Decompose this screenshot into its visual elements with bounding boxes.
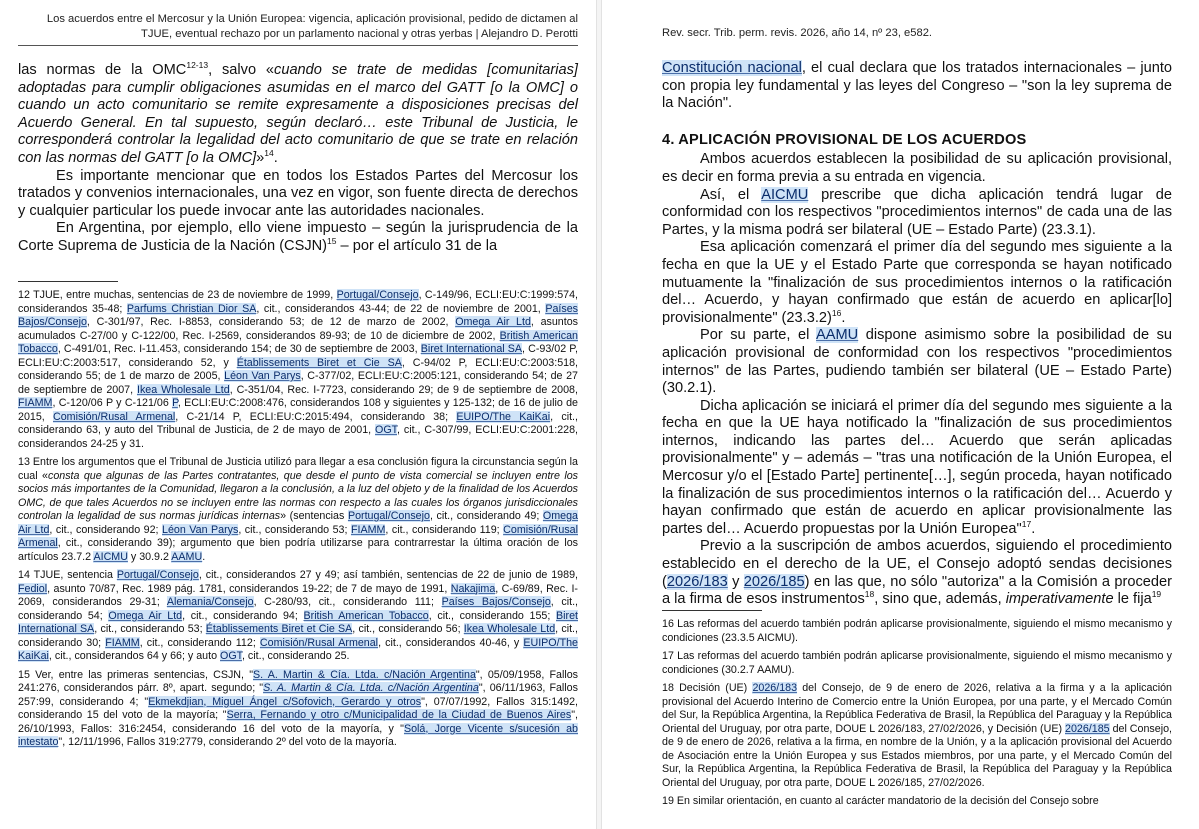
footnote-rule xyxy=(662,610,762,611)
constitution-link[interactable]: Constitución nacional xyxy=(662,60,802,76)
right-page xyxy=(600,0,1199,829)
footnote-ref[interactable]: 15 xyxy=(327,236,337,247)
text-run: las normas de la OMC xyxy=(18,62,187,78)
text-run: , cit., C-307/99, ECLI:EU:C:2001:228, considerandos 24-25 y 31. xyxy=(18,424,579,450)
case-link[interactable]: Omega Air Ltd xyxy=(108,609,183,622)
text-run: Esa aplicación comenzará el primer día del segundo mes siguiente a la fecha en que la UE y el Estado Parte que corresponda se hayan notificado mutuamente la "finalización de sus procedimientos internos o la ratificación del… Acuerdo, y hayan confirmado que están de acuerdo en aplicar[lo] provisionalmente" (23.3.2) xyxy=(662,239,1172,326)
text-run: , ECLI:EU:C:2008:476, considerandos 108 y siguientes y 125-132; de 16 de julio de 2015, xyxy=(18,397,578,423)
text-run: , cit., considerando 39); argumento que bien podría utilizarse para contrarrestar la última oración de los artículos 23.7.2 xyxy=(18,537,578,563)
text-run: del Consejo, de 9 de enero de 2026, relativa a la firma y a la aplicación provisional del Acuerdo Interino de Comercio entre la Unión Europea, por una parte, y el Mercado Común del Sur, la República Argentina, la República Federativa de Brasil, la República del Paraguay y la República Oriental del Uruguay, por otra parte, DOUE L 2026/183, 27/02/2026, y Decisión (UE) xyxy=(662,682,1172,735)
case-link[interactable]: Établissements Biret et Cie SA xyxy=(236,356,402,369)
header-rule xyxy=(18,45,578,46)
case-link[interactable]: Biret International SA xyxy=(420,343,523,355)
text-run: , C-280/93, cit., considerando 111; xyxy=(253,596,442,608)
text-run: , cit., considerando 25. xyxy=(241,650,350,662)
case-link[interactable]: Établissements Biret et Cie SA xyxy=(205,623,353,635)
footnote-18 xyxy=(662,682,1172,790)
text-run: , asuntos acumulados C-27/00 y C-122/00, Rec. I-2569, considerandos 89-93; de 10 de diciembre de 2002, xyxy=(18,316,578,342)
left-body-text xyxy=(18,62,578,256)
text-run: Dicha aplicación se iniciará el primer día del segundo mes siguiente a la fecha en que la UE haya notificado la "finalización de sus procedimientos internos, indicando las partes del… Acuerdo que serán aplicadas provisionalmente" y – además – "tras una notificación de la Unión Europea, el Mercosur y/o el [Estado Parte] pertinente[…], según proceda, hayan notificado la finalización de sus procedimientos internos o la ratificación del… Acuerdo y hayan confirmado que están de acuerdo en aplicar provisionalmente las partes del… Acuerdo propuestas por la Unión Europea" xyxy=(662,397,1172,537)
text-run: , cit., considerandos 40-46, y xyxy=(378,636,524,649)
text-run: ", 06/11/1963, Fallos 257:99, considerando 4; " xyxy=(18,682,578,708)
footnote-12 xyxy=(18,289,578,451)
text-run: 18 Decisión (UE) xyxy=(662,682,753,694)
paragraph: Es importante mencionar que en todos los Estados Partes del Mercosur los tratados y convenios internacionales, una vez en vigor, son fuente directa de derechos y cualquier particular los puede invocar ante las autoridades nacionales. xyxy=(18,167,578,219)
text-run: – por el artículo 31 de la xyxy=(336,237,498,254)
italic-quote: cuando se trate de medidas [comunitarias] adoptadas para cumplir obligaciones asumidas en el marco del GATT [o la OMC] o cuando un acto comunitario se remite expresamente a disposiciones precisas del Acuerdo General. En tal supuesto, según declaró… este Tribunal de Justicia, le corresponderá controlar la legalidad del acto comunitario de que se trate en relación con las normas del GATT [o la OMC] xyxy=(18,62,578,166)
case-link[interactable]: Ekmekdjian, Miguel Ángel c/Sofovich, Gerardo y otros xyxy=(148,695,422,708)
case-link[interactable]: Ikea Wholesale Ltd xyxy=(136,383,230,396)
footnote-ref[interactable]: 12-13 xyxy=(186,60,209,71)
case-link[interactable]: Portugal/Consejo xyxy=(336,289,419,301)
paragraph xyxy=(662,327,1172,397)
case-link[interactable]: Portugal/Consejo xyxy=(347,510,430,522)
text-run: , C-120/06 P y C-121/06 xyxy=(52,397,173,409)
running-head-left: Los acuerdos entre el Mercosur y la Unión Europea: vigencia, aplicación provisional, pedido de dictamen al TJUE, eventual rechazo por un parlamento nacional y otras yerbas | Alejandro D. Perotti xyxy=(46,13,578,40)
case-link[interactable]: S. A. Martin & Cía. Ltda. c/Nación Argentina xyxy=(263,682,479,694)
text-run: , cit., considerando 92; xyxy=(49,523,163,536)
case-link[interactable]: OGT xyxy=(220,650,242,662)
text-run: ", 07/07/1992, Fallos 315:1492, considerando 15 del voto de la mayoría; " xyxy=(18,695,579,721)
case-link[interactable]: Comisión/Rusal Armenal xyxy=(259,636,379,649)
case-link[interactable]: Omega Air Ltd xyxy=(18,510,578,536)
text-run: y 30.9.2 xyxy=(127,550,172,563)
case-link[interactable]: Solá, Jorge Vicente s/sucesión ab intestato xyxy=(18,722,579,748)
text-run: , sino que, además, xyxy=(874,591,1006,608)
decision-link[interactable]: 2026/183 xyxy=(666,573,728,590)
text-run: del Consejo, de 9 de enero de 2026, relativa a la firma, en nombre de la Unión, y a la aplicación provisional del Acuerdo de Asociación entre la Unión Europea y sus Estados miembros, por una parte, y el Mercado Común del Sur, la República Argentina, la República Federativa de Brasil, la República del Paraguay y la República Oriental del Uruguay, por otra parte, DOUE L 2026/185, 27/02/2026. xyxy=(662,722,1172,789)
text-run: , cit., considerando 53; xyxy=(94,623,206,635)
case-link[interactable]: AICMU xyxy=(93,550,128,563)
text-run: , cit., considerando 56; xyxy=(352,623,464,635)
text-run: , cit., considerando 112; xyxy=(139,636,260,649)
text-run: , C-21/14 P, ECLI:EU:C:2015:494, considerando 38; xyxy=(175,410,457,423)
case-link[interactable]: P xyxy=(172,397,178,409)
text-run: Previo a la suscripción de ambos acuerdos, siguiendo el procedimiento establecido en el derecho de la UE, el Consejo adoptó sendas decisiones ( xyxy=(662,538,1172,590)
paragraph xyxy=(662,239,1172,327)
text-run: Así, el xyxy=(700,186,762,203)
text-run: ) en las que, no sólo "autoriza" a la Comisión a proceder a la firma de esos instrumentos xyxy=(662,573,1172,608)
footnote-19: 19 En similar orientación, en cuanto al carácter mandatorio de la decisión del Consejo sobre xyxy=(662,795,1099,807)
case-link[interactable]: Alemania/Consejo xyxy=(166,596,254,608)
italic-quote: consta que algunas de las Partes contratantes, que desde el punto de vista comercial se incluyen entre los socios más importantes de la Comunidad, llegaron a la conclusión, a la luz del objeto y de la finalidad de los Acuerdos OMC, de que tales Acuerdos no se incluyen entre las normas con respecto a las cuales los órganos jurisdiccionales controlan la legalidad de sus normas jurídicas internas xyxy=(18,469,578,522)
case-link[interactable]: Comisión/Rusal Armenal xyxy=(18,523,578,549)
case-link[interactable]: Portugal/Consejo xyxy=(116,569,199,581)
text-run: 14 TJUE, sentencia xyxy=(18,569,117,581)
text-run: » (sentencias xyxy=(280,510,348,522)
text-run: y xyxy=(727,573,744,590)
text-run: . xyxy=(202,550,206,563)
case-link[interactable]: S. A. Martin & Cía. Ltda. c/Nación Argentina xyxy=(253,668,476,681)
text-run: En Argentina, por ejemplo, ello viene impuesto – según la jurisprudencia de la Corte Suprema de Justicia de la Nación (CSJN) xyxy=(18,220,578,254)
paragraph xyxy=(18,220,578,255)
text-run: prescribe que dicha aplicación tendrá lugar de conformidad con los respectivos "procedimientos internos" de cada una de las Partes, y la misma podrá ser bilateral (UE – Estado Parte) (23.3.1). xyxy=(662,186,1172,238)
decision-link[interactable]: 2026/185 xyxy=(743,573,805,590)
paragraph: Ambos acuerdos establecen la posibilidad de su aplicación provisional, es decir en forma previa a su entrada en vigencia. xyxy=(662,151,1172,185)
footnote-15 xyxy=(18,669,578,750)
text-run: 15 Ver, entre las primeras sentencias, CSJN, " xyxy=(18,668,253,681)
case-link[interactable]: Biret International SA xyxy=(18,609,578,635)
aamu-link[interactable]: AAMU xyxy=(816,327,859,344)
paragraph xyxy=(662,538,1172,608)
text-run: 12 TJUE, entre muchas, sentencias de 23 de noviembre de 1999, xyxy=(18,289,337,301)
case-link[interactable]: Comisión/Rusal Armenal xyxy=(53,410,176,423)
case-link[interactable]: EUIPO/The KaiKai xyxy=(456,410,551,423)
case-link[interactable]: FIAMM xyxy=(350,523,386,536)
case-link[interactable]: Países Bajos/Consejo xyxy=(441,596,551,608)
text-run: , cit., considerando 54; xyxy=(18,596,579,622)
paragraph xyxy=(662,398,1172,539)
text-run: , C-69/89, Rec. I-2069, considerandos 29-31; xyxy=(18,582,578,608)
text-run: , cit., considerandos 64 y 66; y auto xyxy=(48,650,221,662)
left-footnotes xyxy=(18,289,578,755)
case-link[interactable]: Léon Van Parys xyxy=(224,370,301,382)
footnote-14 xyxy=(18,569,578,664)
running-head-right: Rev. secr. Trib. perm. revis. 2026, año 14, nº 23, e582. xyxy=(662,27,933,39)
text-run: , cit., considerando 119; xyxy=(385,523,504,536)
case-link[interactable]: FIAMM xyxy=(18,397,53,409)
text-run: , C-491/01, Rec. I-11.453, considerando 154; de 30 de septiembre de 2003, xyxy=(57,343,421,355)
aicmu-link[interactable]: AICMU xyxy=(761,186,809,203)
text-run: » xyxy=(256,149,265,166)
case-link[interactable]: Fediol xyxy=(18,582,48,595)
footnote-ref[interactable]: 19 xyxy=(1151,589,1162,600)
text-run: , C-351/04, Rec. I-7723, considerando 29; de 9 de septiembre de 2008, xyxy=(229,383,578,396)
footnote-rule xyxy=(18,281,118,282)
footnote-16: 16 Las reformas del acuerdo también podrán aplicarse provisionalmente, siguiendo el mismo mecanismo y condiciones (23.3.5 AICMU). xyxy=(662,618,1172,644)
text-run: . xyxy=(841,309,846,326)
left-page xyxy=(0,0,599,829)
text-run: , cit., considerandos 27 y 49; así también, sentencias de 22 de junio de 1989, xyxy=(198,569,578,581)
text-run: , C-149/96, ECLI:EU:C:1999:574, considerandos 35-48; xyxy=(18,289,578,315)
text-run: , cit., considerando 94; xyxy=(182,609,304,622)
case-link[interactable]: Ikea Wholesale Ltd xyxy=(463,623,556,635)
text-run: , C-93/02 P, ECLI:EU:C:2003:517, considerando 52, y xyxy=(18,343,578,369)
case-link[interactable]: Léon Van Parys xyxy=(162,523,239,536)
text-run: . xyxy=(1031,520,1036,537)
paragraph xyxy=(662,60,1172,113)
case-link[interactable]: Países Bajos/Consejo xyxy=(18,302,579,328)
case-link[interactable]: British American Tobacco xyxy=(18,329,578,355)
text-run: ", 12/11/1996, Fallos 319:2779, considerando 2º del voto de la mayoría. xyxy=(58,736,397,748)
decision-link[interactable]: 2026/185 xyxy=(1065,722,1110,735)
italic-word: imperativamente xyxy=(1005,591,1114,608)
text-run: , salvo « xyxy=(208,62,275,78)
footnote-ref[interactable]: 16 xyxy=(831,307,842,318)
footnote-17: 17 Las reformas del acuerdo también podrán aplicarse provisionalmente, siguiendo el mismo mecanismo y condiciones (30.2.7 AAMU). xyxy=(662,650,1172,676)
text-run: . xyxy=(273,149,278,166)
text-run: , asunto 70/87, Rec. 1989 pág. 1781, considerandos 19-22; de 7 de mayo de 1991, xyxy=(47,582,451,595)
text-run: , cit., considerando 53; xyxy=(238,523,351,536)
text-run: , cit., considerando 30; xyxy=(18,623,578,649)
case-link[interactable]: Omega Air Ltd xyxy=(455,316,531,328)
case-link[interactable]: Nakajima xyxy=(450,582,496,595)
decision-link[interactable]: 2026/183 xyxy=(752,682,798,694)
text-run: , C-377/02, ECLI:EU:C:2005:121, considerando 54; de 27 de septiembre de 2007, xyxy=(18,370,578,396)
case-link[interactable]: AAMU xyxy=(171,550,203,563)
footnote-13 xyxy=(18,456,578,564)
case-link[interactable]: OGT xyxy=(375,424,397,436)
text-run: , cit., considerando 49; xyxy=(429,510,543,522)
paragraph xyxy=(18,62,578,168)
case-link[interactable]: EUIPO/The KaiKai xyxy=(18,636,579,662)
text-run: Por su parte, el xyxy=(700,327,817,344)
right-footnotes xyxy=(662,618,1172,814)
paragraph xyxy=(662,187,1172,240)
text-run: ", 26/10/1993, Fallos: 316:2454, considerando 16 del voto de la mayoría, y " xyxy=(18,709,578,735)
case-link[interactable]: Serra, Fernando y otro c/Municipalidad de la Ciudad de Buenos Aires xyxy=(226,709,572,721)
text-run: ", 05/09/1958, Fallos 241:276, considerandos párr. 8º, apart. segundo; " xyxy=(18,668,579,694)
footnote-ref[interactable]: 14 xyxy=(264,148,274,159)
footnote-ref[interactable]: 18 xyxy=(864,589,875,600)
text-run: , C-301/97, Rec. I-8853, considerando 53; de 12 de marzo de 2002, xyxy=(86,316,456,328)
text-run: , cit., considerando 63, y auto del Tribunal de Justicia, de 2 de mayo de 2001, xyxy=(18,410,578,436)
text-run: 13 Entre los argumentos que el Tribunal de Justicia utilizó para llegar a esa conclusión figura la circunstancia según la cual « xyxy=(18,456,578,482)
text-run: , cit., considerando 155; xyxy=(428,609,557,622)
footnote-ref[interactable]: 17 xyxy=(1021,518,1032,529)
text-run: , cit., considerandos 43-44; de 22 de noviembre de 2001, xyxy=(256,302,546,315)
section-heading: 4. APLICACIÓN PROVISIONAL DE LOS ACUERDOS xyxy=(662,131,1027,148)
case-link[interactable]: FIAMM xyxy=(105,636,140,649)
text-run: , el cual declara que los tratados internacionales – junto con propia ley fundamental y las leyes del Congreso – "son la ley suprema de la Nación". xyxy=(662,60,1172,112)
text-run: le fija xyxy=(1113,591,1152,608)
right-body-text xyxy=(662,60,1172,609)
case-link[interactable]: British American Tobacco xyxy=(303,609,429,622)
case-link[interactable]: Parfums Christian Dior SA xyxy=(126,302,257,315)
text-run: , C-94/02 P, ECLI:EU:C:2003:518, considerando 55; de 1 de marzo de 2005, xyxy=(18,356,579,382)
text-run: dispone asimismo sobre la posibilidad de su aplicación provisional de conformidad con los respectivos "procedimientos internos" de las Partes, pudiendo también ser bilateral (UE – Estado Parte) (30.2.1). xyxy=(662,327,1172,397)
